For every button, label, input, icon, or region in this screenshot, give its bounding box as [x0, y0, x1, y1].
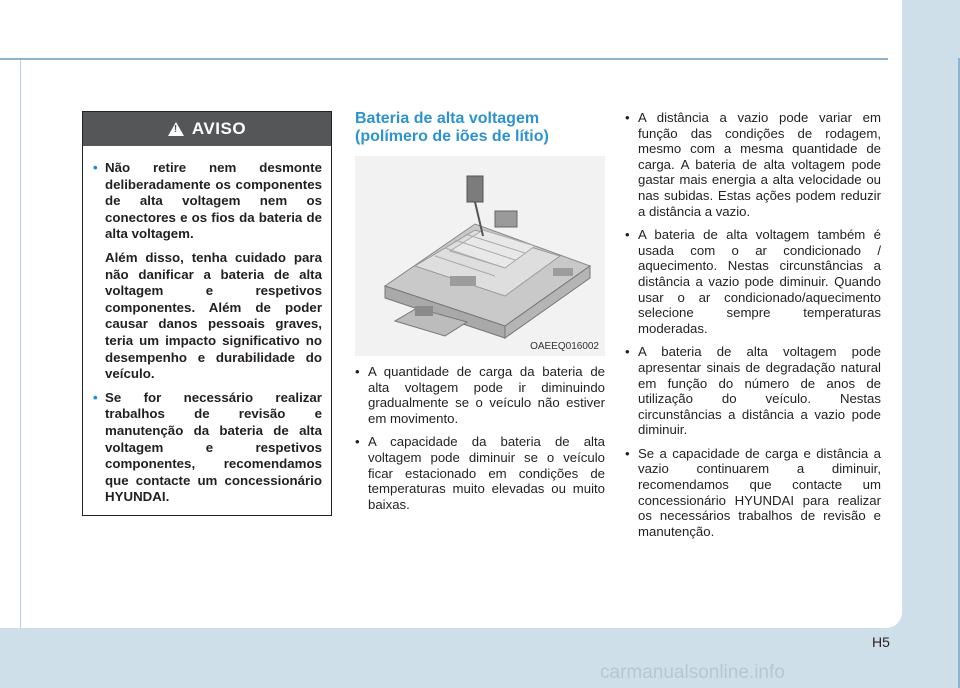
warning-header	[83, 112, 331, 146]
bullet-icon: •	[355, 364, 360, 379]
warning-item-text: Não retire nem desmonte deliberadamente os componentes de alta voltagem nem os conectores e os fios da bateria de alta voltagem.	[105, 160, 322, 242]
warning-title: AVISO	[191, 119, 247, 138]
list-item-text: A capacidade da bateria de alta voltagem pode diminuir se o veículo ficar estacionado em condições de temperaturas muito elevadas ou muito baixas.	[368, 434, 605, 512]
bullet-icon: •	[93, 389, 98, 405]
list-item	[625, 110, 881, 219]
bullet-icon: •	[625, 344, 630, 360]
battery-illustration	[355, 156, 605, 356]
page-number: H5	[872, 634, 890, 650]
bullet-icon: •	[355, 434, 360, 450]
figure-code: OAEEQ016002	[530, 341, 599, 352]
warning-body	[83, 146, 331, 506]
section-title-line-1: Bateria de alta voltagem	[355, 110, 540, 127]
section-title	[355, 110, 605, 146]
warning-item-text: Se for necessário realizar trabalhos de revisão e manutenção da bateria de alta voltagem e respetivos componentes, recomendamos que contacte um concessionário HYUNDAI.	[105, 389, 322, 505]
right-bullet-list	[625, 110, 881, 547]
warning-triangle-icon	[168, 122, 184, 136]
warning-continuation: Além disso, tenha cuidado para não danificar a bateria de alta voltagem e respetivos componentes. Além de poder causar danos pessoais graves, teria um impacto significativo no desempenho e durabilidade do veículo.	[105, 249, 322, 382]
list-item-text: A bateria de alta voltagem pode apresentar sinais de degradação natural em função do número de anos de utilização do veículo. Nestas circunstâncias a distância a vazio pode diminuir.	[638, 344, 881, 438]
warning-item	[93, 160, 322, 243]
middle-bullet-list	[355, 364, 605, 520]
list-item-text: A quantidade de carga da bateria de alta voltagem pode ir diminuindo gradualmente se o veículo não estiver em movimento.	[368, 364, 605, 426]
list-item-text: Se a capacidade de carga e distância a vazio continuarem a diminuir, recomendamos que contacte um concessionário HYUNDAI para realizar os necessários trabalhos de revisão e manutenção.	[638, 445, 881, 539]
list-item-text: A bateria de alta voltagem também é usada com o ar condicionado / aquecimento. Nestas circunstâncias a distância a vazio pode diminuir. Quando usar o ar condicionado/aquecimento selecione sempre temperaturas moderadas.	[638, 227, 881, 336]
watermark: carmanualsonline.info	[600, 662, 785, 683]
list-item	[625, 446, 881, 540]
section-title-line-2: (polímero de iões de lítio)	[355, 128, 549, 145]
battery-figure	[355, 156, 605, 356]
warning-box	[82, 111, 332, 516]
bullet-icon: •	[625, 227, 630, 243]
header-rule	[0, 58, 888, 60]
bullet-icon: •	[625, 110, 630, 125]
warning-item	[93, 390, 322, 506]
bullet-icon: •	[93, 160, 98, 175]
list-item	[355, 364, 605, 426]
left-margin-rule	[20, 60, 21, 628]
list-item-text: A distância a vazio pode variar em função das condições de rodagem, mesmo com a mesma quantidade de carga. A bateria de alta voltagem pode gastar mais energia a alta velocidade ou nas subidas. Estas ações podem reduzir a distância a vazio.	[638, 110, 881, 219]
list-item	[355, 434, 605, 512]
list-item	[625, 344, 881, 438]
list-item	[625, 227, 881, 336]
bullet-icon: •	[625, 445, 630, 461]
